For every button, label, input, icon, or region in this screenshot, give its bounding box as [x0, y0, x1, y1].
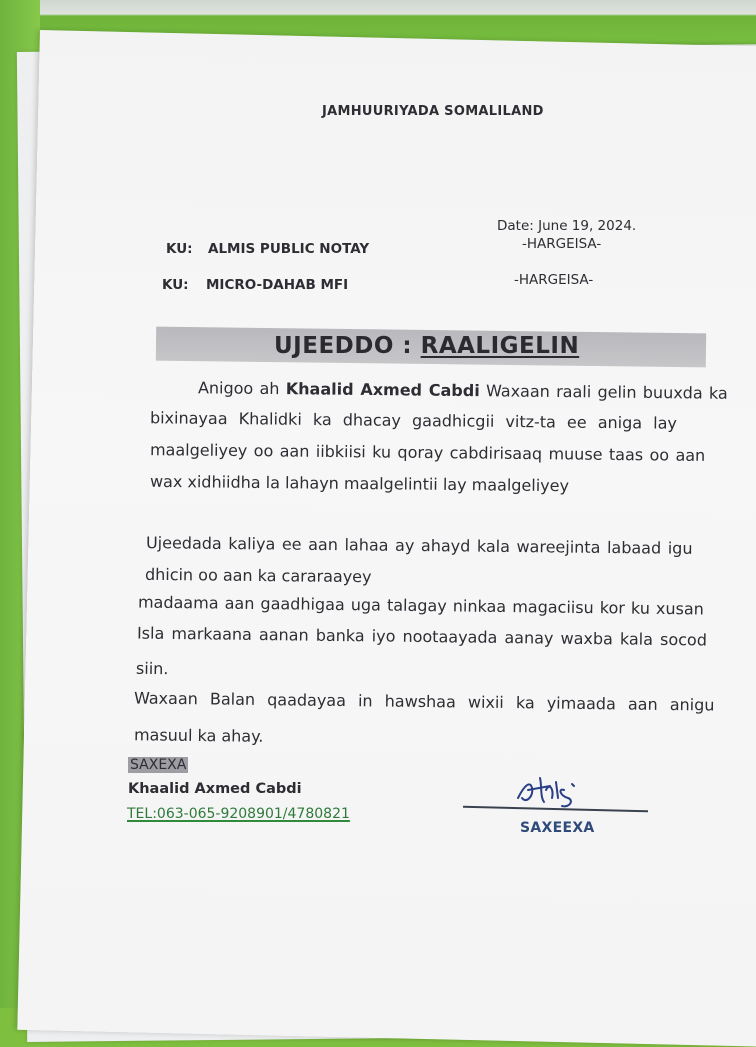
document-header: JAMHUURIYADA SOMALILAND: [322, 104, 544, 119]
city-line-1: -HARGEISA-: [522, 236, 602, 252]
city-line-2: -HARGEISA-: [514, 272, 594, 288]
body-line-6: Waxaan Balan qaadayaa in hawshaa wixii ka yimaada aan anigu: [133, 688, 715, 715]
document-date: Date: June 19, 2024.: [497, 218, 637, 234]
subject-title: RAALIGELIN: [420, 333, 580, 359]
recipient-1-prefix: KU:: [166, 241, 193, 257]
body-line-4: Isla markaana aanan banka iyo nootaayada aanay waxba kala socod: [136, 623, 708, 650]
body-line-7: masuul ka ahay.: [133, 725, 264, 746]
paragraph-1-line-2: bixinayaa Khalidki ka dhacay gaadhicgii vitz-ta ee aniga lay: [149, 408, 678, 433]
body-line-2: dhicin oo aan ka cararaayey: [144, 564, 372, 587]
paragraph-1-line-3: maalgeliyey oo aan iibkiisi ku qoray cabdirisaaq muuse taas oo aan: [149, 440, 706, 465]
recipient-2-prefix: KU:: [162, 277, 189, 293]
body-line-3: madaama aan gaadhigaa uga talagay ninkaa magaciisu kor ku xusan: [137, 592, 705, 619]
phone-number: TEL:063-065-9208901/4780821: [127, 806, 350, 822]
paragraph-1-line-4: wax xidhiidha la lahayn maalgelintii lay maalgeliyey: [149, 471, 570, 496]
recipient-1: ALMIS PUBLIC NOTAY: [208, 241, 370, 257]
paragraph-1-line-1-text: Anigoo ah Khaalid Axmed Cabdi Waxaan raali gelin buuxda ka: [197, 378, 728, 403]
signature-label-right: SAXEEXA: [520, 820, 595, 836]
subject-line: [274, 333, 579, 359]
signature-label-left: SAXEXA: [130, 757, 187, 773]
signer-name: Khaalid Axmed Cabdi: [128, 781, 302, 797]
body-line-1: Ujeedada kaliya ee aan lahaa ay ahayd kala wareejinta labaad igu: [145, 533, 693, 558]
body-line-5: siin.: [135, 658, 169, 679]
bold-signer-name: Khaalid Axmed Cabdi: [285, 379, 480, 401]
recipient-2: MICRO-DAHAB MFI: [206, 277, 349, 293]
subject-prefix: UJEEDDO :: [274, 333, 413, 359]
